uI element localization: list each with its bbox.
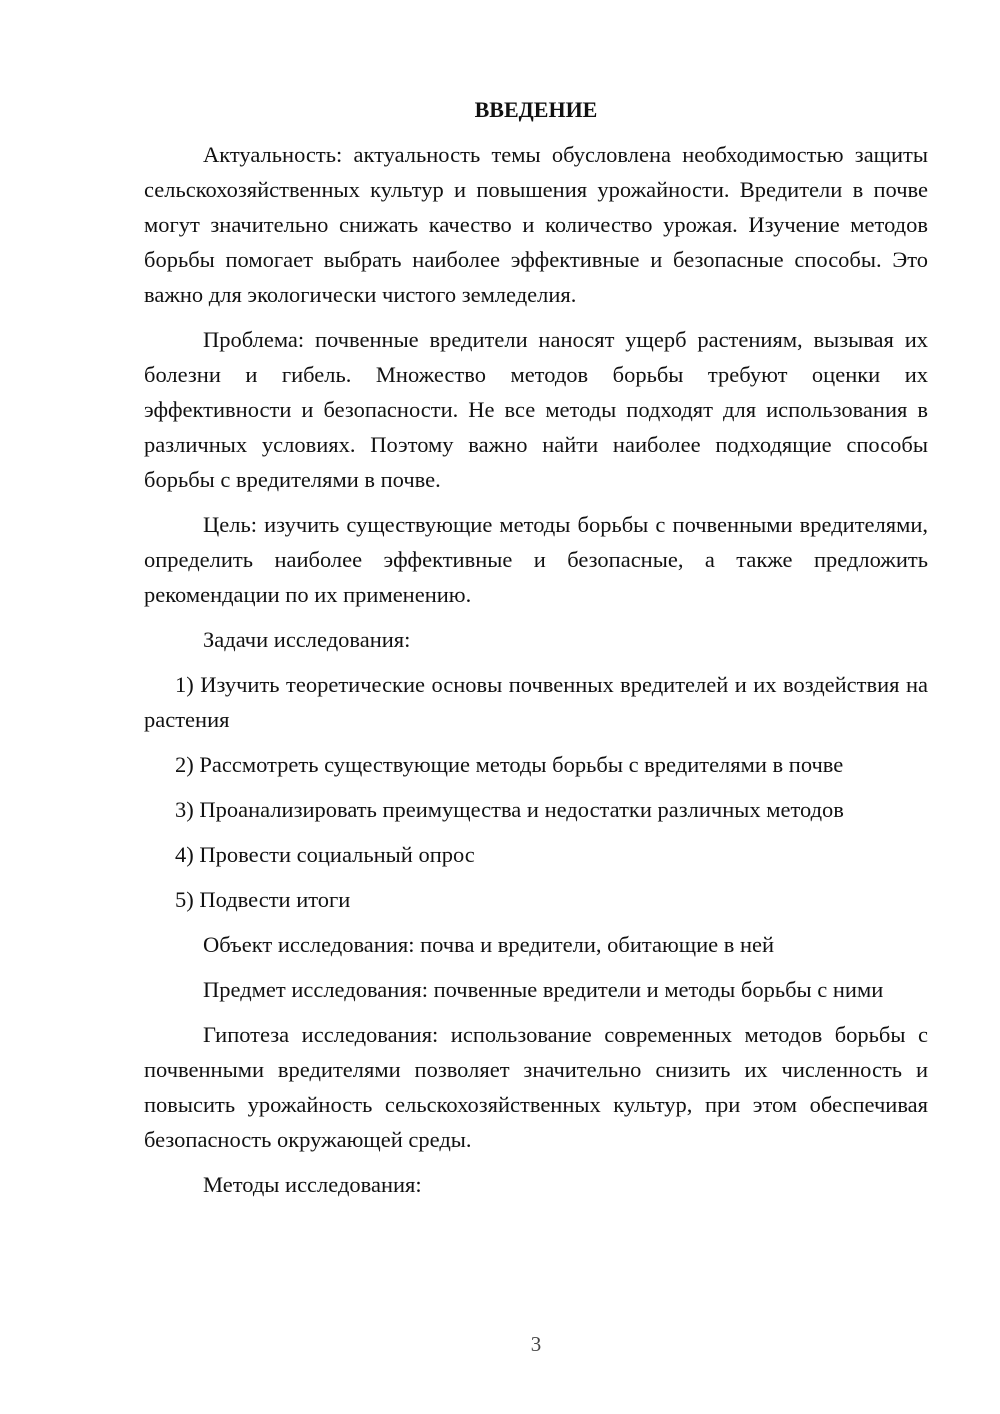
- tasks-list: [144, 667, 928, 917]
- paragraph-goal: Цель: изучить существующие методы борьбы с почвенными вредителями, определить наиболее эффективные и безопасные, а также предложить рекомендации по их применению.: [144, 512, 928, 607]
- paragraph-object: Объект исследования: почва и вредители, обитающие в ней: [203, 932, 775, 957]
- page-content: [144, 92, 928, 1212]
- task-item: 3) Проанализировать преимущества и недостатки различных методов: [175, 797, 844, 822]
- paragraph-relevance: Актуальность: актуальность темы обусловлена необходимостью защиты сельскохозяйственных культур и повышения урожайности. Вредители в почве могут значительно снижать качество и количество урожая. Изучение методов борьбы помогает выбрать наиболее эффективные и безопасные способы. Это важно для экологически чистого земледелия.: [144, 142, 928, 307]
- methods-heading: Методы исследования:: [203, 1172, 422, 1197]
- task-item: 5) Подвести итоги: [175, 887, 351, 912]
- tasks-heading: Задачи исследования:: [203, 627, 411, 652]
- paragraph-subject: Предмет исследования: почвенные вредители и методы борьбы с ними: [203, 977, 884, 1002]
- page-title: ВВЕДЕНИЕ: [474, 97, 598, 122]
- page-number: 3: [530, 1332, 542, 1356]
- paragraph-problem: Проблема: почвенные вредители наносят ущерб растениям, вызывая их болезни и гибель. Множество методов борьбы требуют оценки их эффективности и безопасности. Не все методы подходят для использования в различных условиях. Поэтому важно найти наиболее подходящие способы борьбы с вредителями в почве.: [144, 327, 928, 492]
- paragraph-hypothesis: Гипотеза исследования: использование современных методов борьбы с почвенными вредителями позволяет значительно снизить их численность и повысить урожайность сельскохозяйственных культур, при этом обеспечивая безопасность окружающей среды.: [144, 1022, 928, 1152]
- task-item: 1) Изучить теоретические основы почвенных вредителей и их воздействия на растения: [144, 672, 928, 732]
- task-item: 2) Рассмотреть существующие методы борьбы с вредителями в почве: [175, 752, 844, 777]
- task-item: 4) Провести социальный опрос: [175, 842, 475, 867]
